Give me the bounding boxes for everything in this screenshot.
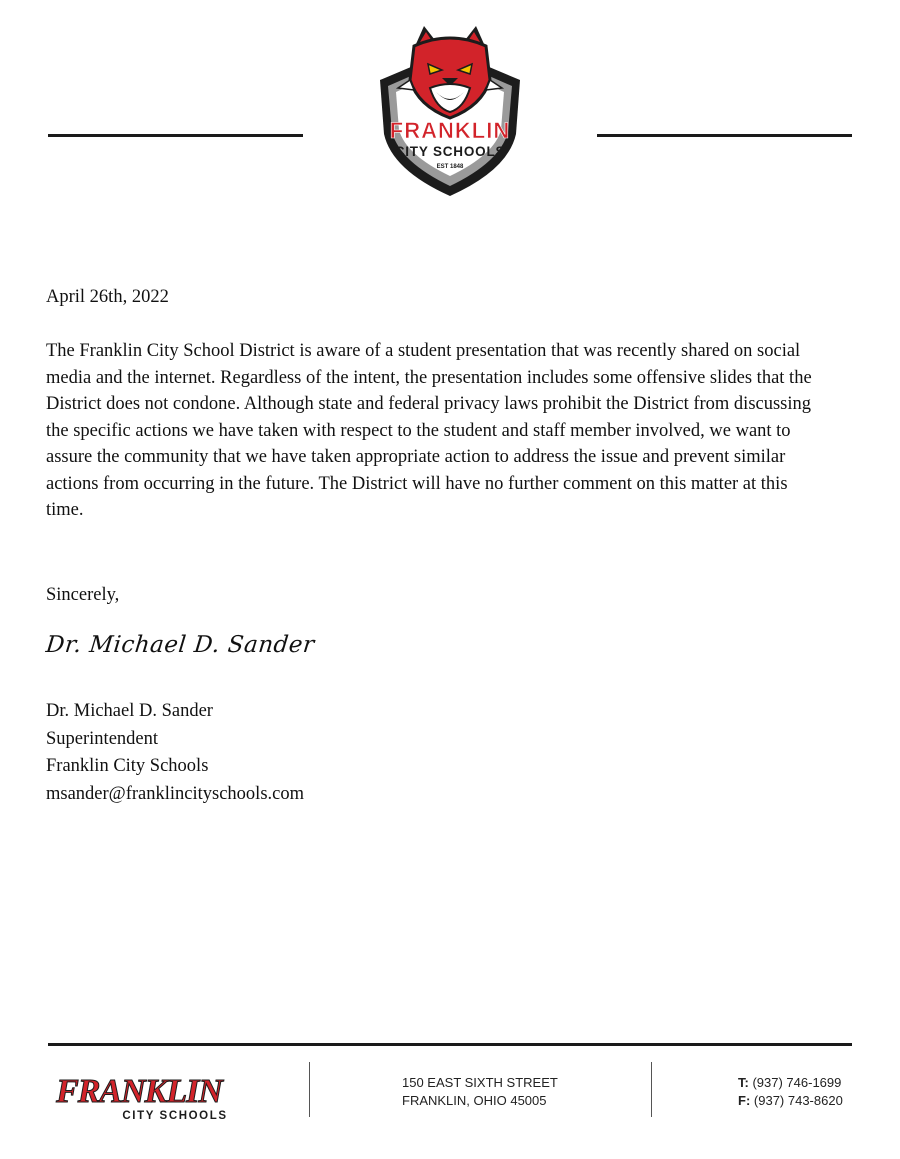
phone-label: T: [738,1075,749,1090]
logo-subtitle: CITY SCHOOLS [394,144,506,159]
franklin-wildcat-logo [358,22,542,198]
footer-franklin-logo [50,1072,228,1124]
phone-number: (937) 746-1699 [752,1075,842,1090]
address-line-1: 150 EAST SIXTH STREET [402,1075,558,1090]
phone-line [738,1074,843,1092]
header-rule-left [48,134,303,137]
letter-body: The Franklin City School District is aware of a student presentation that was recently shared on social media and the internet. Regardless of the intent, the presentation includes some offensive slides that the District does not condone. Although state and federal privacy laws prohibit the District from discussing the specific actions we have taken with respect to the student and staff member involved, we want to assure the community that we have taken appropriate action to address the issue and prevent similar actions from occurring in the future. The District will have no further comment on this matter at this time. [46,341,812,520]
footer-contact [738,1074,843,1110]
signer-organization: Franklin City Schools [46,756,209,776]
header-rule-right [597,134,852,137]
fax-line [738,1092,843,1110]
signer-title: Superintendent [46,728,159,749]
letter-date: April 26th, 2022 [46,287,169,307]
footer-divider-left [309,1062,310,1117]
letter-closing: Sincerely, [46,585,120,605]
footer-address [402,1074,558,1110]
footer-divider-right [651,1062,652,1117]
fax-number: (937) 743-8620 [753,1093,843,1108]
signer-email: msander@franklincityschools.com [46,783,304,804]
handwritten-signature: Dr. Michael D. Sander [44,632,316,658]
signature-block [46,698,304,808]
footer-logo-subtitle: CITY SCHOOLS [122,1110,228,1122]
logo-est: EST 1848 [436,164,464,170]
fax-label: F: [738,1093,751,1108]
signer-name: Dr. Michael D. Sander [46,701,213,721]
logo-wordmark: FRANKLIN [389,118,511,143]
footer-logo-wordmark: FRANKLIN [56,1073,222,1110]
address-line-2: FRANKLIN, OHIO 45005 [402,1093,547,1108]
footer-rule [48,1043,852,1046]
